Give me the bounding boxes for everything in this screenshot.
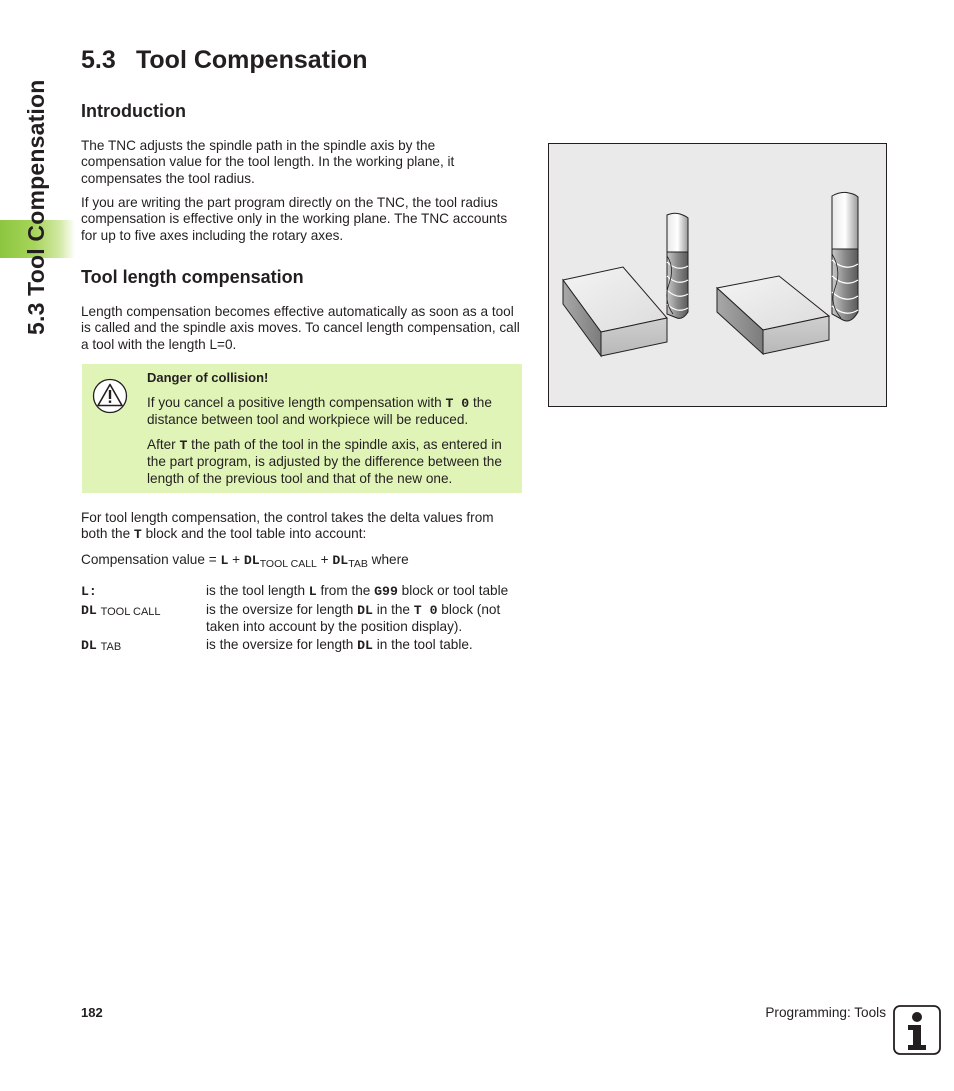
warning-title: Danger of collision!	[147, 370, 269, 385]
intro-paragraph-1: The TNC adjusts the spindle path in the spindle axis by the compensation value for the tool length. In the working plane, it compensates the tool radius.	[81, 138, 455, 186]
delta-text-b: block and the tool table into account:	[141, 526, 367, 542]
warning-p2-text-b: the path of the tool in the spindle axis, as entered in the part program, is adjusted by the difference between the length of the previous tool and that of the new one.	[147, 437, 502, 486]
warning-paragraph-2	[147, 437, 513, 487]
definition-term	[81, 602, 201, 619]
desc-code: T 0	[413, 603, 438, 618]
intro-paragraph-2: If you are writing the part program directly on the TNC, the tool radius compensation is effective only in the working plane. The TNC accounts for up to five axes including the rotary axes.	[81, 195, 508, 243]
term-code: DL	[81, 603, 97, 618]
tool-length-illustration	[548, 143, 887, 407]
warning-p1-code: T 0	[445, 396, 470, 411]
right-tool	[832, 192, 858, 321]
warning-p1-text-b: the distance between tool and workpiece will be reduced.	[147, 395, 492, 428]
collision-warning-box	[82, 364, 522, 493]
desc-text: in the	[372, 602, 414, 617]
desc-code: G99	[374, 584, 398, 599]
desc-code: L	[308, 584, 317, 599]
term-code: L:	[81, 584, 97, 599]
desc-code: DL	[357, 638, 373, 653]
left-tool	[667, 213, 688, 318]
formula-plus-2: +	[316, 552, 333, 567]
formula-suffix: where	[367, 552, 409, 567]
info-icon[interactable]	[893, 1005, 941, 1055]
delta-text-a: For tool length compensation, the control takes the delta values from both the	[81, 510, 494, 542]
chapter-title-text: Tool Compensation	[136, 46, 368, 74]
definition-term	[81, 637, 201, 654]
term-sub: TAB	[100, 641, 122, 653]
desc-text: block or tool table	[397, 583, 509, 598]
term-sub: TOOL CALL	[100, 606, 161, 618]
tool-workpiece-figure	[549, 144, 886, 406]
formula-prefix: Compensation value =	[81, 552, 221, 567]
length-heading: Tool length compensation	[81, 267, 304, 287]
desc-text: is the oversize for length	[206, 602, 358, 617]
right-workpiece	[717, 276, 829, 354]
definition-description	[206, 602, 523, 636]
page-number: 182	[81, 1005, 103, 1020]
delta-paragraph	[81, 510, 523, 544]
intro-heading: Introduction	[81, 101, 186, 121]
formula-plus-1: +	[228, 552, 244, 567]
desc-text: from the	[316, 583, 375, 598]
formula-DL-1: DL	[243, 553, 260, 568]
desc-text: block (not taken into account by the position display).	[206, 602, 501, 635]
delta-code: T	[133, 527, 142, 543]
term-code: DL	[81, 638, 97, 653]
desc-text: is the tool length	[206, 583, 309, 598]
side-title-text: 5.3 Tool Compensation	[23, 79, 49, 335]
formula-DL-2: DL	[332, 553, 349, 568]
footer-title: Programming: Tools	[765, 1005, 886, 1020]
warning-triangle-icon	[92, 378, 128, 414]
left-workpiece	[563, 267, 667, 356]
warning-p1-text-a: If you cancel a positive length compensation with	[147, 395, 446, 410]
formula-sub-1: TOOL CALL	[259, 558, 317, 570]
length-paragraph-1: Length compensation becomes effective automatically as soon as a tool is called and the spindle axis moves. To cancel length compensation, call a tool with the length L=0.	[81, 304, 520, 352]
chapter-number: 5.3	[81, 46, 116, 74]
definition-term	[81, 583, 201, 600]
chapter-title	[81, 46, 367, 75]
warning-paragraph-1	[147, 395, 513, 429]
formula-L: L	[220, 553, 229, 568]
warning-p2-code: T	[179, 438, 188, 453]
compensation-formula	[81, 552, 523, 569]
desc-text: in the tool table.	[372, 637, 473, 652]
desc-text: is the oversize for length	[206, 637, 358, 652]
warning-p2-text-a: After	[147, 437, 180, 452]
definition-description	[206, 637, 523, 654]
formula-sub-2: TAB	[348, 558, 368, 570]
desc-code: DL	[357, 603, 373, 618]
definition-description	[206, 583, 523, 600]
